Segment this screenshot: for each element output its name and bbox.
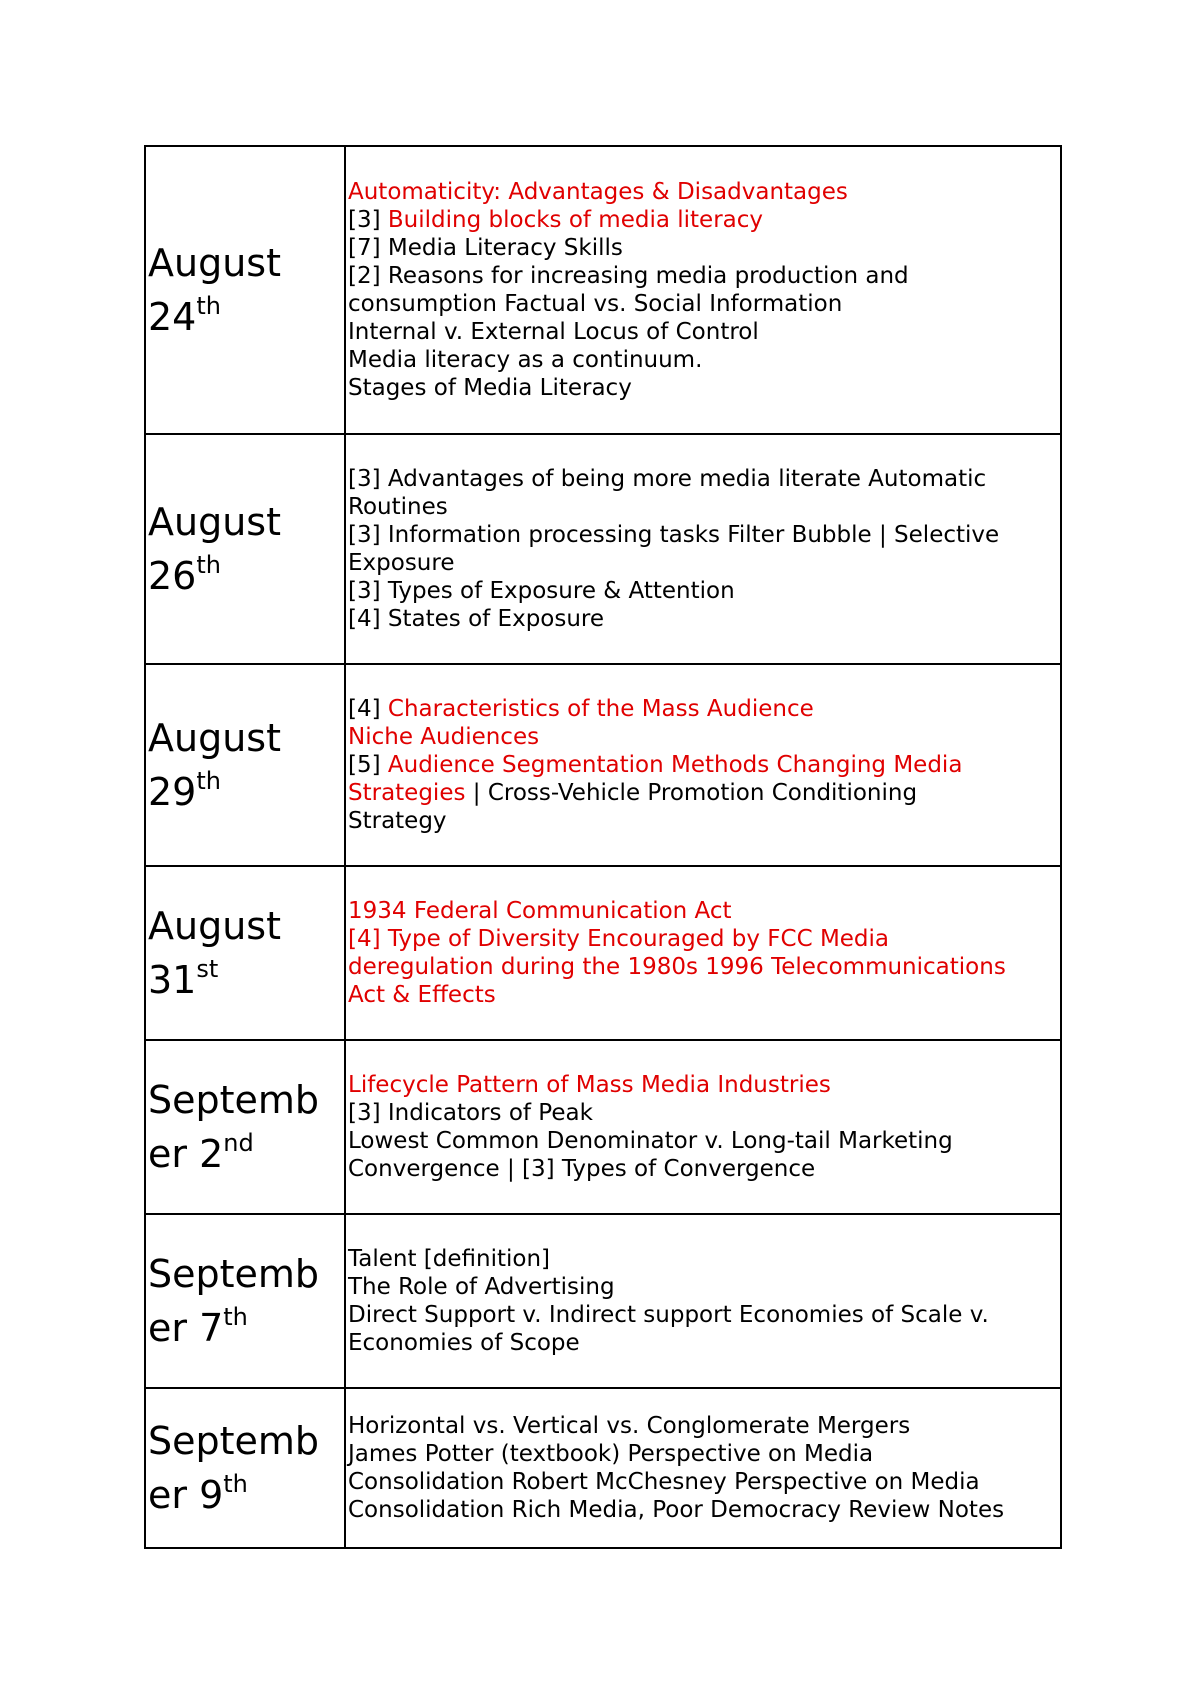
date-cell bbox=[145, 1040, 345, 1214]
topic-text: consumption Factual vs. Social Information bbox=[348, 291, 843, 317]
date-cell bbox=[145, 866, 345, 1040]
topic-highlight-text: Automaticity: Advantages & Disadvantages bbox=[348, 179, 848, 205]
topics-cell bbox=[345, 866, 1061, 1040]
date-ordinal-suffix: st bbox=[196, 955, 219, 983]
topic-text: Routines bbox=[348, 494, 448, 520]
topic-highlight-text: 1934 Federal Communication Act bbox=[348, 898, 732, 924]
topics-cell bbox=[345, 1214, 1061, 1388]
topic-line bbox=[348, 318, 1048, 346]
date-cell bbox=[145, 146, 345, 434]
topic-line bbox=[348, 751, 1048, 779]
date-day-number: 26 bbox=[148, 554, 197, 598]
date-day-number: 29 bbox=[148, 770, 197, 814]
schedule-row bbox=[145, 1040, 1061, 1214]
topic-text: Consolidation Rich Media, Poor Democracy Review Notes bbox=[348, 1497, 1005, 1523]
topic-text: James Potter (textbook) Perspective on Media bbox=[348, 1441, 874, 1467]
topic-highlight-text: Lifecycle Pattern of Mass Media Industries bbox=[348, 1072, 831, 1098]
date-day bbox=[148, 1127, 344, 1181]
topic-line bbox=[348, 1071, 1048, 1099]
topic-line bbox=[348, 605, 1048, 633]
topic-highlight-text: Audience Segmentation Methods Changing Media bbox=[387, 752, 963, 778]
topic-text: Convergence | [3] Types of Convergence bbox=[348, 1156, 816, 1182]
topic-text: Direct Support v. Indirect support Economies of Scale v. bbox=[348, 1302, 989, 1328]
date-month: Septemb bbox=[148, 1419, 320, 1463]
date-ordinal-suffix: th bbox=[196, 551, 221, 579]
topic-text: Internal v. External Locus of Control bbox=[348, 319, 759, 345]
topic-text: Media literacy as a continuum. bbox=[348, 347, 703, 373]
date-day-number: er 2 bbox=[148, 1132, 224, 1176]
topic-line bbox=[348, 1468, 1048, 1496]
topic-line bbox=[348, 577, 1048, 605]
date-day-number: er 7 bbox=[148, 1306, 224, 1350]
date-day bbox=[148, 953, 344, 1007]
topic-text: [7] Media Literacy Skills bbox=[348, 235, 623, 261]
topics-cell bbox=[345, 1388, 1061, 1548]
topic-text: [4] States of Exposure bbox=[348, 606, 605, 632]
date-day-number: 31 bbox=[148, 958, 197, 1002]
topic-text: Strategy bbox=[348, 808, 447, 834]
topic-text: [3] Types of Exposure & Attention bbox=[348, 578, 735, 604]
topic-line bbox=[348, 1273, 1048, 1301]
topic-line bbox=[348, 1301, 1048, 1329]
topic-line bbox=[348, 1412, 1048, 1440]
date-day bbox=[148, 1468, 344, 1522]
schedule-row bbox=[145, 1214, 1061, 1388]
schedule-table bbox=[144, 145, 1062, 1549]
date-day bbox=[148, 290, 344, 344]
topic-line bbox=[348, 521, 1048, 549]
date-month: August bbox=[148, 716, 281, 760]
topics-cell bbox=[345, 434, 1061, 664]
topic-text: Horizontal vs. Vertical vs. Conglomerate Mergers bbox=[348, 1413, 911, 1439]
schedule-row bbox=[145, 866, 1061, 1040]
topic-line bbox=[348, 953, 1048, 981]
date-day bbox=[148, 765, 344, 819]
topic-line bbox=[348, 925, 1048, 953]
date-month: Septemb bbox=[148, 1078, 320, 1122]
topic-text: Talent [definition] bbox=[348, 1246, 550, 1272]
topic-line bbox=[348, 346, 1048, 374]
topic-text: Economies of Scope bbox=[348, 1330, 580, 1356]
topic-text: Stages of Media Literacy bbox=[348, 375, 632, 401]
date-ordinal-suffix: th bbox=[196, 292, 221, 320]
topic-text: [2] Reasons for increasing media production and bbox=[348, 263, 909, 289]
topic-line bbox=[348, 1127, 1048, 1155]
schedule-row bbox=[145, 434, 1061, 664]
topics-cell bbox=[345, 1040, 1061, 1214]
schedule-body bbox=[145, 146, 1061, 1548]
date-month: Septemb bbox=[148, 1252, 320, 1296]
topic-highlight-text: [4] Type of Diversity Encouraged by FCC Media bbox=[348, 926, 890, 952]
date-cell bbox=[145, 664, 345, 866]
topic-text: [5] bbox=[348, 752, 388, 778]
topic-text: Consolidation Robert McChesney Perspective on Media bbox=[348, 1469, 980, 1495]
topic-highlight-text: Strategies bbox=[348, 780, 466, 806]
topic-line bbox=[348, 493, 1048, 521]
topic-line bbox=[348, 178, 1048, 206]
date-day-number: 24 bbox=[148, 295, 197, 339]
topic-text: [3] Information processing tasks Filter Bubble | Selective bbox=[348, 522, 1000, 548]
date-cell bbox=[145, 1214, 345, 1388]
schedule-row bbox=[145, 664, 1061, 866]
date-ordinal-suffix: th bbox=[196, 767, 221, 795]
date-ordinal-suffix: nd bbox=[223, 1129, 254, 1157]
topic-line bbox=[348, 549, 1048, 577]
topic-line bbox=[348, 779, 1048, 807]
date-month: August bbox=[148, 241, 281, 285]
date-cell bbox=[145, 434, 345, 664]
date-day-number: er 9 bbox=[148, 1473, 224, 1517]
topic-line bbox=[348, 981, 1048, 1009]
topic-text: | Cross-Vehicle Promotion Conditioning bbox=[465, 780, 918, 806]
topic-highlight-text: deregulation during the 1980s 1996 Telecommunications bbox=[348, 954, 1006, 980]
topic-text: Exposure bbox=[348, 550, 455, 576]
topic-line bbox=[348, 897, 1048, 925]
topic-text: [3] bbox=[348, 207, 388, 233]
date-month: August bbox=[148, 904, 281, 948]
topic-text: The Role of Advertising bbox=[348, 1274, 615, 1300]
topic-line bbox=[348, 206, 1048, 234]
topic-text: [4] bbox=[348, 696, 388, 722]
topic-line bbox=[348, 695, 1048, 723]
topic-text: [3] Indicators of Peak bbox=[348, 1100, 593, 1126]
topic-line bbox=[348, 1440, 1048, 1468]
topic-line bbox=[348, 374, 1048, 402]
topic-highlight-text: Building blocks of media literacy bbox=[387, 207, 764, 233]
date-day bbox=[148, 549, 344, 603]
schedule-row bbox=[145, 146, 1061, 434]
topic-highlight-text: Act & Effects bbox=[348, 982, 496, 1008]
topic-highlight-text: Characteristics of the Mass Audience bbox=[387, 696, 814, 722]
topic-line bbox=[348, 465, 1048, 493]
topic-highlight-text: Niche Audiences bbox=[348, 724, 540, 750]
topics-cell bbox=[345, 664, 1061, 866]
topic-line bbox=[348, 262, 1048, 290]
schedule-row bbox=[145, 1388, 1061, 1548]
topic-line bbox=[348, 1099, 1048, 1127]
topics-cell bbox=[345, 146, 1061, 434]
topic-line bbox=[348, 1245, 1048, 1273]
topic-line bbox=[348, 1329, 1048, 1357]
topic-text: Lowest Common Denominator v. Long-tail Marketing bbox=[348, 1128, 953, 1154]
topic-line bbox=[348, 234, 1048, 262]
topic-line bbox=[348, 290, 1048, 318]
topic-line bbox=[348, 723, 1048, 751]
topic-text: [3] Advantages of being more media literate Automatic bbox=[348, 466, 987, 492]
date-cell bbox=[145, 1388, 345, 1548]
date-month: August bbox=[148, 500, 281, 544]
topic-line bbox=[348, 807, 1048, 835]
date-ordinal-suffix: th bbox=[223, 1303, 248, 1331]
date-ordinal-suffix: th bbox=[223, 1470, 248, 1498]
topic-line bbox=[348, 1496, 1048, 1524]
date-day bbox=[148, 1301, 344, 1355]
topic-line bbox=[348, 1155, 1048, 1183]
